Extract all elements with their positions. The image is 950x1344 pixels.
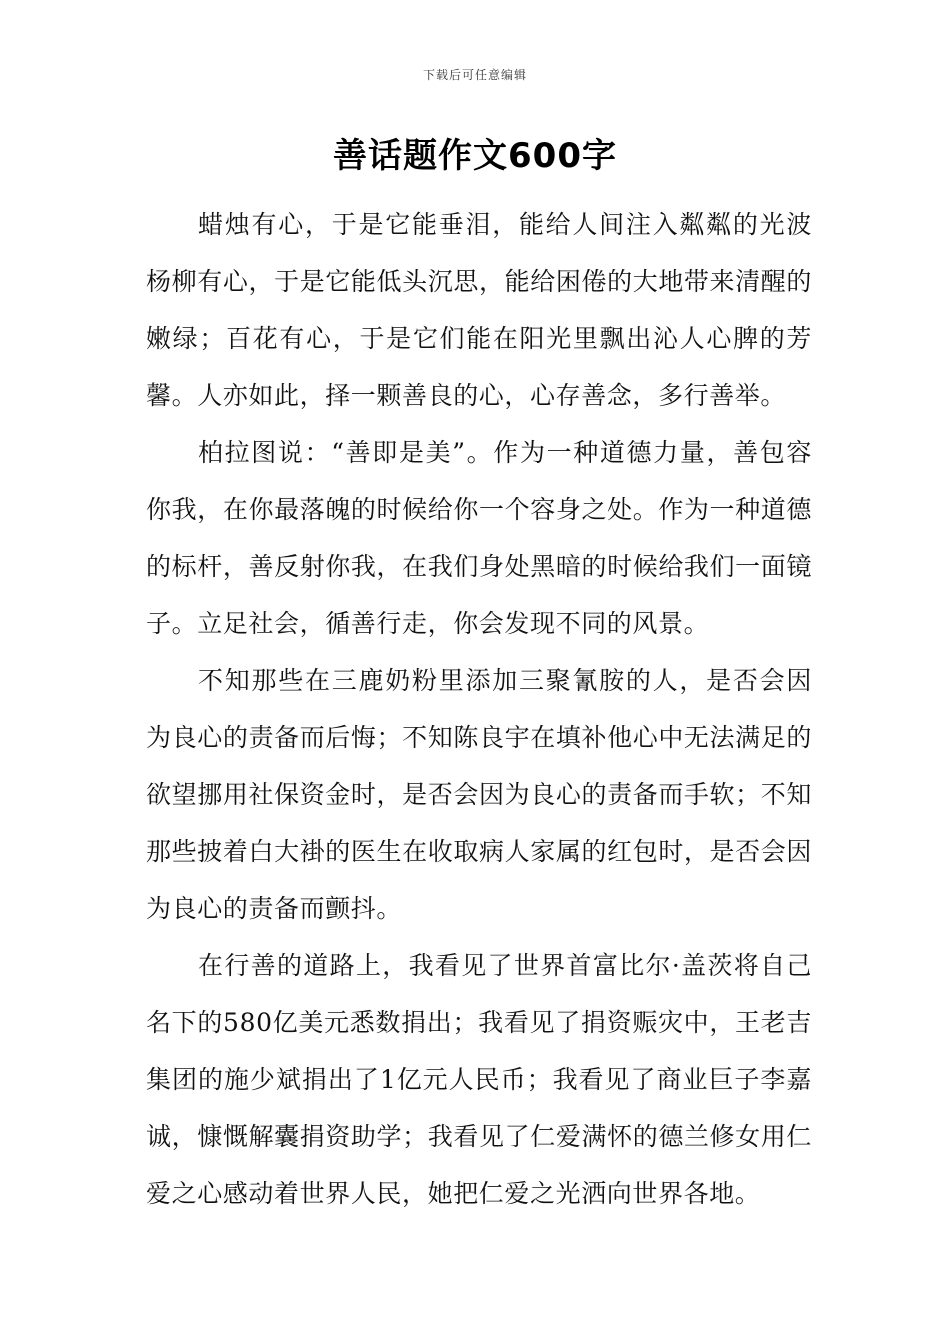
paragraph-3: 不知那些在三鹿奶粉里添加三聚氰胺的人，是否会因为良心的责备而后悔；不知陈良宇在填补他心中无法满足的欲望挪用社保资金时，是否会因为良心的责备而手软；不知那些披着白大褂的医生在收取病人家属的红包时，是否会因为良心的责备而颤抖。 <box>146 666 812 923</box>
paragraph-2: 柏拉图说：“善即是美”。作为一种道德力量，善包容你我，在你最落魄的时候给你一个容身之处。作为一种道德的标杆，善反射你我，在我们身处黑暗的时候给我们一面镜子。立足社会，循善行走，你会发现不同的风景。 <box>146 438 812 638</box>
header-note: 下载后可任意编辑 <box>422 68 527 82</box>
page-title: 善话题作文600字 <box>333 136 617 176</box>
paragraph-4: 在行善的道路上，我看见了世界首富比尔·盖茨将自己名下的580亿美元悉数捐出；我看见了捐资赈灾中，王老吉集团的施少斌捐出了1亿元人民币；我看见了商业巨子李嘉诚，慷慨解囊捐资助学；我看见了仁爱满怀的德兰修女用仁爱之心感动着世界人民，她把仁爱之光洒向世界各地。 <box>146 951 812 1208</box>
paragraph-1: 蜡烛有心，于是它能垂泪，能给人间注入粼粼的光波杨柳有心，于是它能低头沉思，能给困倦的大地带来清醒的嫩绿；百花有心，于是它们能在阳光里飘出沁人心脾的芳馨。人亦如此，择一颗善良的心，心存善念，多行善举。 <box>146 210 812 410</box>
essay-body <box>146 196 812 1222</box>
